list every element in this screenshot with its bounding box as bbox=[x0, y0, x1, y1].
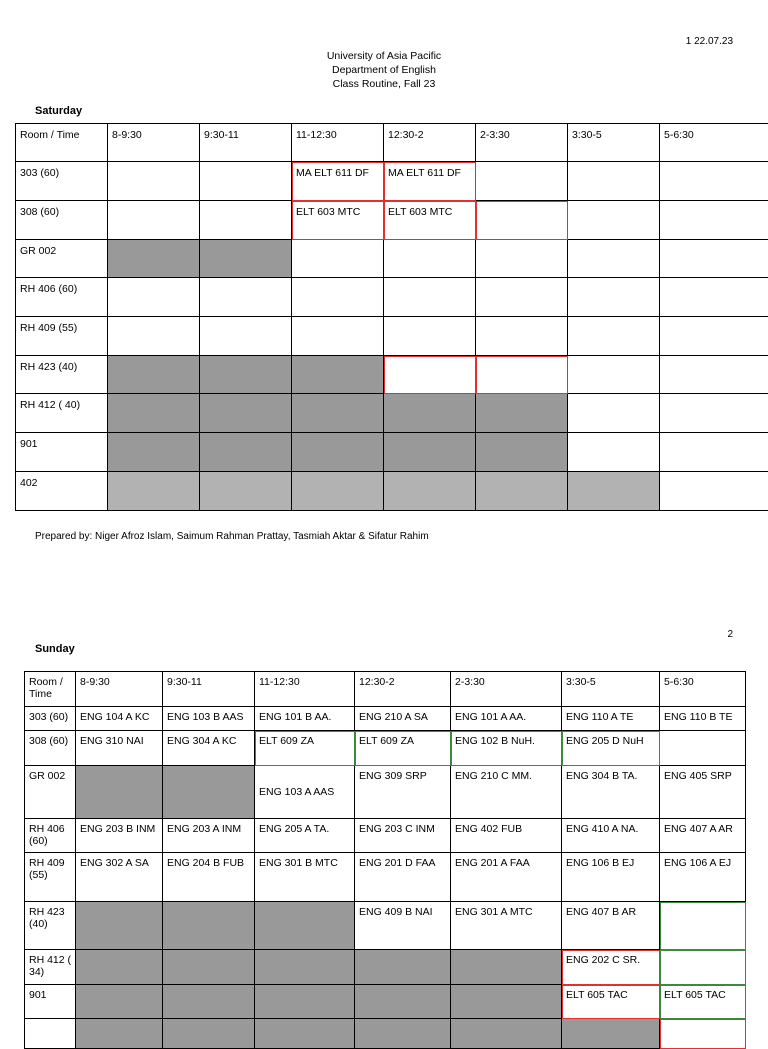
class-cell bbox=[355, 950, 451, 985]
table-row bbox=[25, 950, 746, 985]
class-cell bbox=[476, 356, 568, 394]
class-cell: ENG 101 B AA. bbox=[255, 707, 355, 731]
time-slot-header: 2-3:30 bbox=[476, 124, 568, 162]
class-cell: ENG 104 A KC bbox=[76, 707, 163, 731]
table-row bbox=[25, 1019, 746, 1049]
table-row bbox=[25, 766, 746, 819]
class-cell bbox=[76, 985, 163, 1019]
class-cell bbox=[200, 394, 292, 433]
room-cell: RH 423 (40) bbox=[16, 356, 108, 394]
class-cell: ENG 405 SRP bbox=[660, 766, 746, 819]
class-cell bbox=[384, 472, 476, 511]
table-row bbox=[25, 707, 746, 731]
class-cell bbox=[108, 240, 200, 278]
routine-title: Class Routine, Fall 23 bbox=[0, 77, 768, 91]
class-cell bbox=[292, 240, 384, 278]
table-row bbox=[25, 985, 746, 1019]
saturday-header bbox=[16, 124, 768, 162]
class-cell bbox=[384, 394, 476, 433]
time-slot-header: 11-12:30 bbox=[292, 124, 384, 162]
class-cell: ENG 203 A INM bbox=[163, 819, 255, 853]
class-cell bbox=[200, 317, 292, 356]
class-cell: ELT 609 ZA bbox=[255, 731, 355, 766]
class-cell: ENG 202 C SR. bbox=[562, 950, 660, 985]
class-cell bbox=[568, 240, 660, 278]
table-row bbox=[25, 902, 746, 950]
class-cell: MA ELT 611 DF bbox=[384, 162, 476, 201]
time-slot-header: 3:30-5 bbox=[562, 672, 660, 707]
class-cell bbox=[163, 985, 255, 1019]
time-slot-header: 11-12:30 bbox=[255, 672, 355, 707]
time-slot-header: 9:30-11 bbox=[200, 124, 292, 162]
class-cell bbox=[292, 394, 384, 433]
room-cell: RH 412 ( 34) bbox=[25, 950, 76, 985]
time-slot-header: 12:30-2 bbox=[355, 672, 451, 707]
class-cell bbox=[200, 356, 292, 394]
class-cell bbox=[200, 433, 292, 472]
class-cell bbox=[108, 317, 200, 356]
class-cell: ENG 102 B NuH. bbox=[451, 731, 562, 766]
table-row bbox=[16, 356, 768, 394]
sunday-title: Sunday bbox=[35, 643, 75, 655]
time-slot-header: 3:30-5 bbox=[568, 124, 660, 162]
class-cell bbox=[660, 433, 768, 472]
time-slot-header: 5-6:30 bbox=[660, 672, 746, 707]
class-cell: ELT 605 TAC bbox=[562, 985, 660, 1019]
class-cell bbox=[660, 356, 768, 394]
class-cell bbox=[292, 356, 384, 394]
class-cell bbox=[476, 162, 568, 201]
time-slot-header: 5-6:30 bbox=[660, 124, 768, 162]
class-cell bbox=[292, 317, 384, 356]
class-cell bbox=[255, 950, 355, 985]
class-cell: ENG 304 A KC bbox=[163, 731, 255, 766]
table-row bbox=[25, 731, 746, 766]
class-cell bbox=[108, 433, 200, 472]
saturday-header-row bbox=[16, 124, 768, 162]
class-cell bbox=[76, 950, 163, 985]
saturday-title: Saturday bbox=[35, 105, 82, 117]
class-cell bbox=[660, 201, 768, 240]
class-cell bbox=[76, 1019, 163, 1049]
class-cell: ELT 603 MTC bbox=[292, 201, 384, 240]
table-row bbox=[16, 394, 768, 433]
sunday-header bbox=[25, 672, 746, 707]
class-cell bbox=[108, 162, 200, 201]
room-cell: RH 406 (60) bbox=[16, 278, 108, 317]
time-slot-header: 9:30-11 bbox=[163, 672, 255, 707]
class-cell bbox=[200, 162, 292, 201]
class-cell: ENG 210 A SA bbox=[355, 707, 451, 731]
table-row bbox=[25, 853, 746, 902]
room-cell: 901 bbox=[25, 985, 76, 1019]
class-cell: ENG 407 A AR bbox=[660, 819, 746, 853]
class-cell bbox=[292, 433, 384, 472]
class-cell: ELT 603 MTC bbox=[384, 201, 476, 240]
class-cell: ENG 110 A TE bbox=[562, 707, 660, 731]
class-cell bbox=[660, 472, 768, 511]
class-cell bbox=[76, 766, 163, 819]
room-cell: 402 bbox=[16, 472, 108, 511]
class-cell bbox=[568, 472, 660, 511]
table-row bbox=[16, 240, 768, 278]
time-slot-header: 8-9:30 bbox=[76, 672, 163, 707]
saturday-body bbox=[16, 162, 768, 511]
class-cell bbox=[476, 201, 568, 240]
class-cell bbox=[660, 394, 768, 433]
class-cell bbox=[76, 902, 163, 950]
class-cell bbox=[163, 950, 255, 985]
class-cell bbox=[476, 472, 568, 511]
class-cell: ELT 609 ZA bbox=[355, 731, 451, 766]
room-cell bbox=[25, 1019, 76, 1049]
class-cell bbox=[200, 472, 292, 511]
room-cell: 308 (60) bbox=[25, 731, 76, 766]
class-cell bbox=[384, 317, 476, 356]
class-cell bbox=[568, 278, 660, 317]
table-row bbox=[25, 819, 746, 853]
class-cell bbox=[568, 201, 660, 240]
prepared-by: Prepared by: Niger Afroz Islam, Saimum Rahman Prattay, Tasmiah Aktar & Sifatur Rahim bbox=[35, 531, 429, 542]
class-cell bbox=[200, 240, 292, 278]
class-cell: ENG 402 FUB bbox=[451, 819, 562, 853]
time-slot-header: 12:30-2 bbox=[384, 124, 476, 162]
class-cell bbox=[108, 394, 200, 433]
class-cell bbox=[108, 278, 200, 317]
class-cell bbox=[660, 317, 768, 356]
page-number: 1 22.07.23 bbox=[686, 36, 733, 47]
class-cell: ENG 309 SRP bbox=[355, 766, 451, 819]
class-cell bbox=[292, 472, 384, 511]
class-cell bbox=[451, 950, 562, 985]
department-name: Department of English bbox=[0, 63, 768, 77]
table-row bbox=[16, 472, 768, 511]
class-cell bbox=[660, 902, 746, 950]
class-cell bbox=[255, 902, 355, 950]
room-cell: 308 (60) bbox=[16, 201, 108, 240]
class-cell: ENG 301 B MTC bbox=[255, 853, 355, 902]
class-cell bbox=[660, 731, 746, 766]
class-cell: ENG 103 B AAS bbox=[163, 707, 255, 731]
class-cell bbox=[660, 950, 746, 985]
page-number-2: 2 bbox=[727, 629, 733, 640]
sunday-body bbox=[25, 707, 746, 1049]
class-cell: ENG 301 A MTC bbox=[451, 902, 562, 950]
sunday-header-row bbox=[25, 672, 746, 707]
class-cell bbox=[355, 985, 451, 1019]
class-cell bbox=[660, 162, 768, 201]
class-cell bbox=[476, 317, 568, 356]
class-cell: ELT 605 TAC bbox=[660, 985, 746, 1019]
sunday-routine-table bbox=[24, 671, 746, 1049]
class-cell: ENG 204 B FUB bbox=[163, 853, 255, 902]
time-slot-header: 2-3:30 bbox=[451, 672, 562, 707]
class-cell bbox=[451, 985, 562, 1019]
table-row bbox=[16, 278, 768, 317]
class-cell: ENG 409 B NAI bbox=[355, 902, 451, 950]
class-cell bbox=[292, 278, 384, 317]
class-cell: ENG 210 C MM. bbox=[451, 766, 562, 819]
class-cell: ENG 101 A AA. bbox=[451, 707, 562, 731]
class-cell bbox=[476, 394, 568, 433]
class-cell: MA ELT 611 DF bbox=[292, 162, 384, 201]
class-cell: ENG 304 B TA. bbox=[562, 766, 660, 819]
class-cell bbox=[200, 201, 292, 240]
class-cell bbox=[476, 278, 568, 317]
class-cell: ENG 410 A NA. bbox=[562, 819, 660, 853]
class-cell: ENG 106 A EJ bbox=[660, 853, 746, 902]
class-cell bbox=[355, 1019, 451, 1049]
class-cell bbox=[108, 201, 200, 240]
class-cell: ENG 310 NAI bbox=[76, 731, 163, 766]
class-cell: ENG 201 D FAA bbox=[355, 853, 451, 902]
class-cell: ENG 106 B EJ bbox=[562, 853, 660, 902]
class-cell bbox=[108, 472, 200, 511]
class-cell bbox=[660, 1019, 746, 1049]
class-cell: ENG 407 B AR bbox=[562, 902, 660, 950]
table-row bbox=[16, 433, 768, 472]
room-cell: RH 409 (55) bbox=[16, 317, 108, 356]
class-cell bbox=[568, 433, 660, 472]
class-cell bbox=[660, 240, 768, 278]
class-cell bbox=[384, 240, 476, 278]
class-cell bbox=[568, 356, 660, 394]
class-cell bbox=[163, 766, 255, 819]
room-time-header: Room / Time bbox=[16, 124, 108, 162]
room-cell: RH 409 (55) bbox=[25, 853, 76, 902]
class-cell: ENG 302 A SA bbox=[76, 853, 163, 902]
class-cell bbox=[451, 1019, 562, 1049]
document-header bbox=[0, 49, 768, 91]
class-cell: ENG 103 A AAS bbox=[255, 766, 355, 819]
class-cell bbox=[384, 278, 476, 317]
room-cell: RH 423 (40) bbox=[25, 902, 76, 950]
class-cell: ENG 201 A FAA bbox=[451, 853, 562, 902]
table-row bbox=[16, 162, 768, 201]
class-cell bbox=[255, 1019, 355, 1049]
table-row bbox=[16, 201, 768, 240]
class-cell bbox=[476, 433, 568, 472]
room-cell: 901 bbox=[16, 433, 108, 472]
class-cell bbox=[384, 433, 476, 472]
class-cell bbox=[568, 394, 660, 433]
room-cell: GR 002 bbox=[25, 766, 76, 819]
class-cell bbox=[568, 317, 660, 356]
class-cell: ENG 205 A TA. bbox=[255, 819, 355, 853]
room-cell: RH 412 ( 40) bbox=[16, 394, 108, 433]
class-cell bbox=[568, 162, 660, 201]
saturday-routine-table bbox=[15, 123, 768, 511]
class-cell bbox=[384, 356, 476, 394]
room-time-header: Room / Time bbox=[25, 672, 76, 707]
class-cell bbox=[108, 356, 200, 394]
class-cell bbox=[163, 902, 255, 950]
class-cell bbox=[476, 240, 568, 278]
table-row bbox=[16, 317, 768, 356]
room-cell: GR 002 bbox=[16, 240, 108, 278]
class-cell: ENG 110 B TE bbox=[660, 707, 746, 731]
class-cell bbox=[660, 278, 768, 317]
class-cell bbox=[562, 1019, 660, 1049]
room-cell: RH 406 (60) bbox=[25, 819, 76, 853]
class-cell bbox=[200, 278, 292, 317]
class-cell: ENG 205 D NuH bbox=[562, 731, 660, 766]
university-name: University of Asia Pacific bbox=[0, 49, 768, 63]
class-cell bbox=[255, 985, 355, 1019]
class-cell bbox=[163, 1019, 255, 1049]
time-slot-header: 8-9:30 bbox=[108, 124, 200, 162]
room-cell: 303 (60) bbox=[25, 707, 76, 731]
room-cell: 303 (60) bbox=[16, 162, 108, 201]
class-cell: ENG 203 B INM bbox=[76, 819, 163, 853]
class-cell: ENG 203 C INM bbox=[355, 819, 451, 853]
